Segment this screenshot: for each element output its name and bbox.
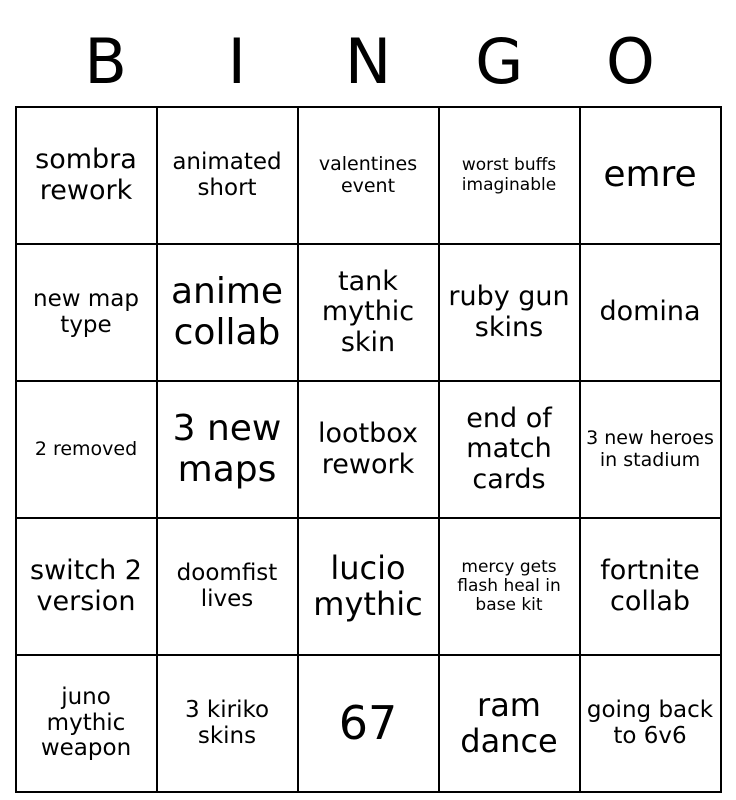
bingo-header-letter-g: G [475, 25, 524, 98]
bingo-cell-label: juno mythic weapon [40, 683, 132, 762]
bingo-cell-label: doomfist lives [176, 559, 278, 612]
bingo-cell-label: 3 new maps [172, 408, 282, 490]
bingo-row [16, 381, 721, 518]
bingo-cell[interactable] [157, 244, 298, 381]
bingo-row [16, 244, 721, 381]
bingo-cell[interactable] [157, 655, 298, 792]
bingo-cell[interactable] [157, 381, 298, 518]
bingo-header-letter-b: B [84, 25, 127, 98]
bingo-row [16, 107, 721, 244]
bingo-cell-label: anime collab [170, 271, 284, 353]
bingo-cell[interactable] [439, 244, 580, 381]
bingo-cell-label: lootbox rework [318, 418, 418, 480]
bingo-cell[interactable] [157, 107, 298, 244]
bingo-cell-label: new map type [33, 285, 139, 338]
bingo-cell[interactable] [298, 381, 439, 518]
bingo-cell-label: 67 [338, 695, 398, 750]
bingo-header-letter-o: O [606, 25, 655, 98]
bingo-cell-label: end of match cards [466, 403, 552, 495]
bingo-row [16, 655, 721, 792]
bingo-cell-label: domina [599, 296, 701, 328]
bingo-cell-label: worst buffs imaginable [461, 155, 557, 195]
bingo-cell[interactable] [157, 518, 298, 655]
bingo-header-letter-i: I [227, 25, 246, 98]
bingo-cell-label: switch 2 version [30, 555, 142, 617]
bingo-cell-label: tank mythic skin [321, 266, 415, 358]
bingo-cell-label: emre [603, 154, 697, 196]
bingo-cell-label: lucio mythic [313, 548, 423, 623]
bingo-cell[interactable] [298, 107, 439, 244]
bingo-cell-label: going back to 6v6 [586, 696, 714, 749]
bingo-cell[interactable] [439, 518, 580, 655]
bingo-cell[interactable] [439, 381, 580, 518]
bingo-row [16, 518, 721, 655]
bingo-grid [15, 106, 722, 793]
bingo-cell[interactable] [580, 244, 721, 381]
bingo-cell[interactable] [16, 518, 157, 655]
bingo-cell[interactable] [298, 655, 439, 792]
bingo-cell[interactable] [580, 107, 721, 244]
bingo-header [40, 0, 696, 100]
bingo-cell[interactable] [580, 655, 721, 792]
bingo-cell-label: 3 new heroes in stadium [586, 427, 714, 471]
bingo-cell[interactable] [580, 381, 721, 518]
bingo-cell[interactable] [439, 107, 580, 244]
bingo-cell-label: valentines event [318, 153, 418, 197]
bingo-cell[interactable] [580, 518, 721, 655]
bingo-cell-label: ram dance [460, 685, 558, 760]
bingo-cell-label: 2 removed [34, 437, 138, 460]
bingo-cell-label: animated short [172, 148, 282, 201]
bingo-cell-label: 3 kiriko skins [184, 696, 270, 749]
bingo-cell-label: sombra rework [35, 144, 137, 206]
bingo-cell[interactable] [16, 107, 157, 244]
bingo-cell-label: mercy gets flash heal in base kit [457, 556, 561, 616]
bingo-cell[interactable] [16, 655, 157, 792]
bingo-cell-label: ruby gun skins [448, 281, 570, 343]
bingo-cell-label: fortnite collab [600, 555, 700, 617]
bingo-cell[interactable] [439, 655, 580, 792]
bingo-header-letter-n: N [344, 25, 392, 98]
bingo-cell[interactable] [298, 244, 439, 381]
bingo-cell[interactable] [298, 518, 439, 655]
bingo-cell[interactable] [16, 381, 157, 518]
bingo-cell[interactable] [16, 244, 157, 381]
